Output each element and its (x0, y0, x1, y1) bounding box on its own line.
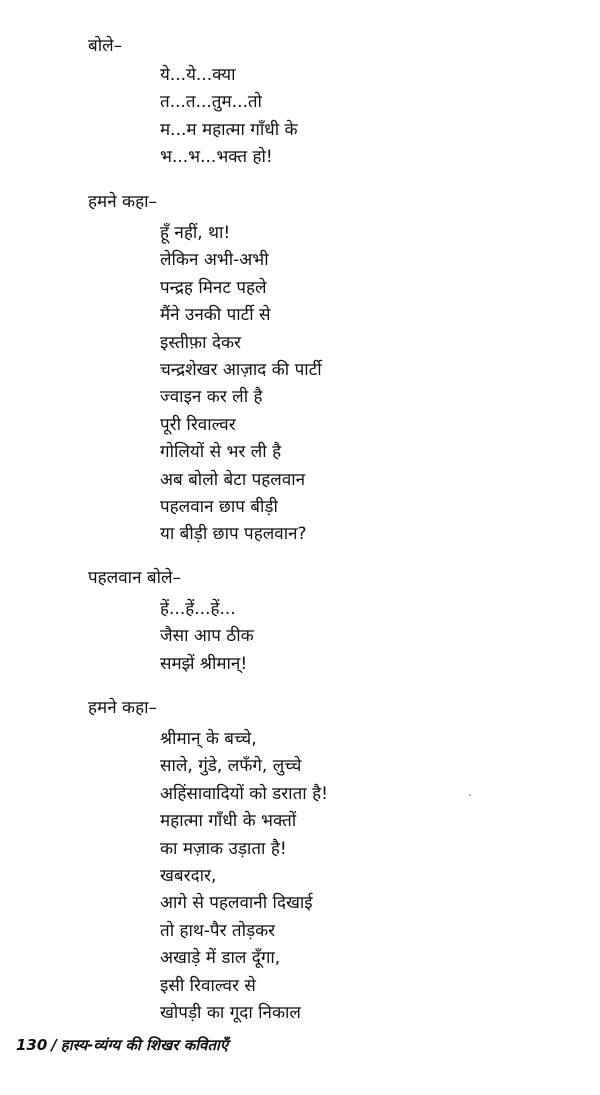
verse-line: हूँ नहीं, था! (160, 223, 231, 243)
verse-line: गोलियों से भर ली है (160, 442, 282, 463)
verse-line: समझें श्रीमान्! (160, 653, 248, 674)
verse-line: लेकिन अभी-अभी (160, 250, 269, 271)
verse-line: ये...ये...क्या (160, 65, 236, 85)
speaker-label: पहलवान बोले– (88, 568, 182, 588)
speaker-label: हमने कहा– (88, 192, 158, 212)
verse-line: भ...भ...भक्त हो! (160, 147, 273, 168)
verse-line: खबरदार, (160, 865, 217, 886)
verse-line: अब बोलो बेटा पहलवान (160, 469, 306, 490)
verse-line: चन्द्रशेखर आज़ाद की पार्टी (160, 359, 322, 380)
verse-line: त...त...तुम...तो (160, 92, 262, 113)
speaker-label: हमने कहा– (88, 698, 158, 718)
page-number: 130 (16, 1036, 48, 1054)
verse-line: ज्वाइन कर ली है (160, 387, 263, 408)
verse-line: इस्तीफ़ा देकर (160, 332, 242, 353)
verse-line: तो हाथ-पैर तोड़कर (160, 920, 276, 941)
verse-lines (160, 726, 328, 1027)
verse-line: पहलवान छाप बीड़ी (160, 496, 278, 517)
verse-line: का मज़ाक उड़ाता है! (160, 838, 287, 859)
footer-separator: / (51, 1036, 57, 1054)
verse-line: इसी रिवाल्वर से (160, 975, 256, 996)
verse-lines (160, 62, 298, 172)
verse-line: पूरी रिवाल्वर (160, 414, 236, 435)
verse-line: म...म महात्मा गाँधी के (160, 119, 298, 140)
verse-line: या बीड़ी छाप पहलवान? (160, 524, 307, 545)
book-title: हास्य-व्यंग्य की शिखर कविताएँ (60, 1036, 229, 1054)
verse-line: अखाड़े में डाल दूँगा, (160, 948, 281, 969)
verse-line: मैंने उनकी पार्टी से (160, 305, 271, 326)
verse-line: जैसा आप ठीक (160, 626, 254, 647)
verse-line: हें...हें...हें... (160, 599, 236, 619)
verse-line: आगे से पहलवानी दिखाई (160, 893, 313, 914)
verse-line: श्रीमान् के बच्चे, (160, 729, 257, 749)
print-speck (469, 794, 471, 796)
page-footer (16, 1035, 228, 1055)
verse-lines (160, 220, 322, 549)
verse-line: साले, गुंडे, लफँगे, लुच्चे (160, 756, 302, 777)
verse-line: महात्मा गाँधी के भक्तों (160, 811, 297, 832)
verse-lines (160, 596, 254, 678)
verse-line: खोपड़ी का गूदा निकाल (160, 1002, 301, 1023)
verse-line: अहिंसावादियों को डराता है! (160, 783, 328, 804)
verse-line: पन्द्रह मिनट पहले (160, 277, 267, 298)
speaker-label: बोले– (88, 36, 123, 56)
